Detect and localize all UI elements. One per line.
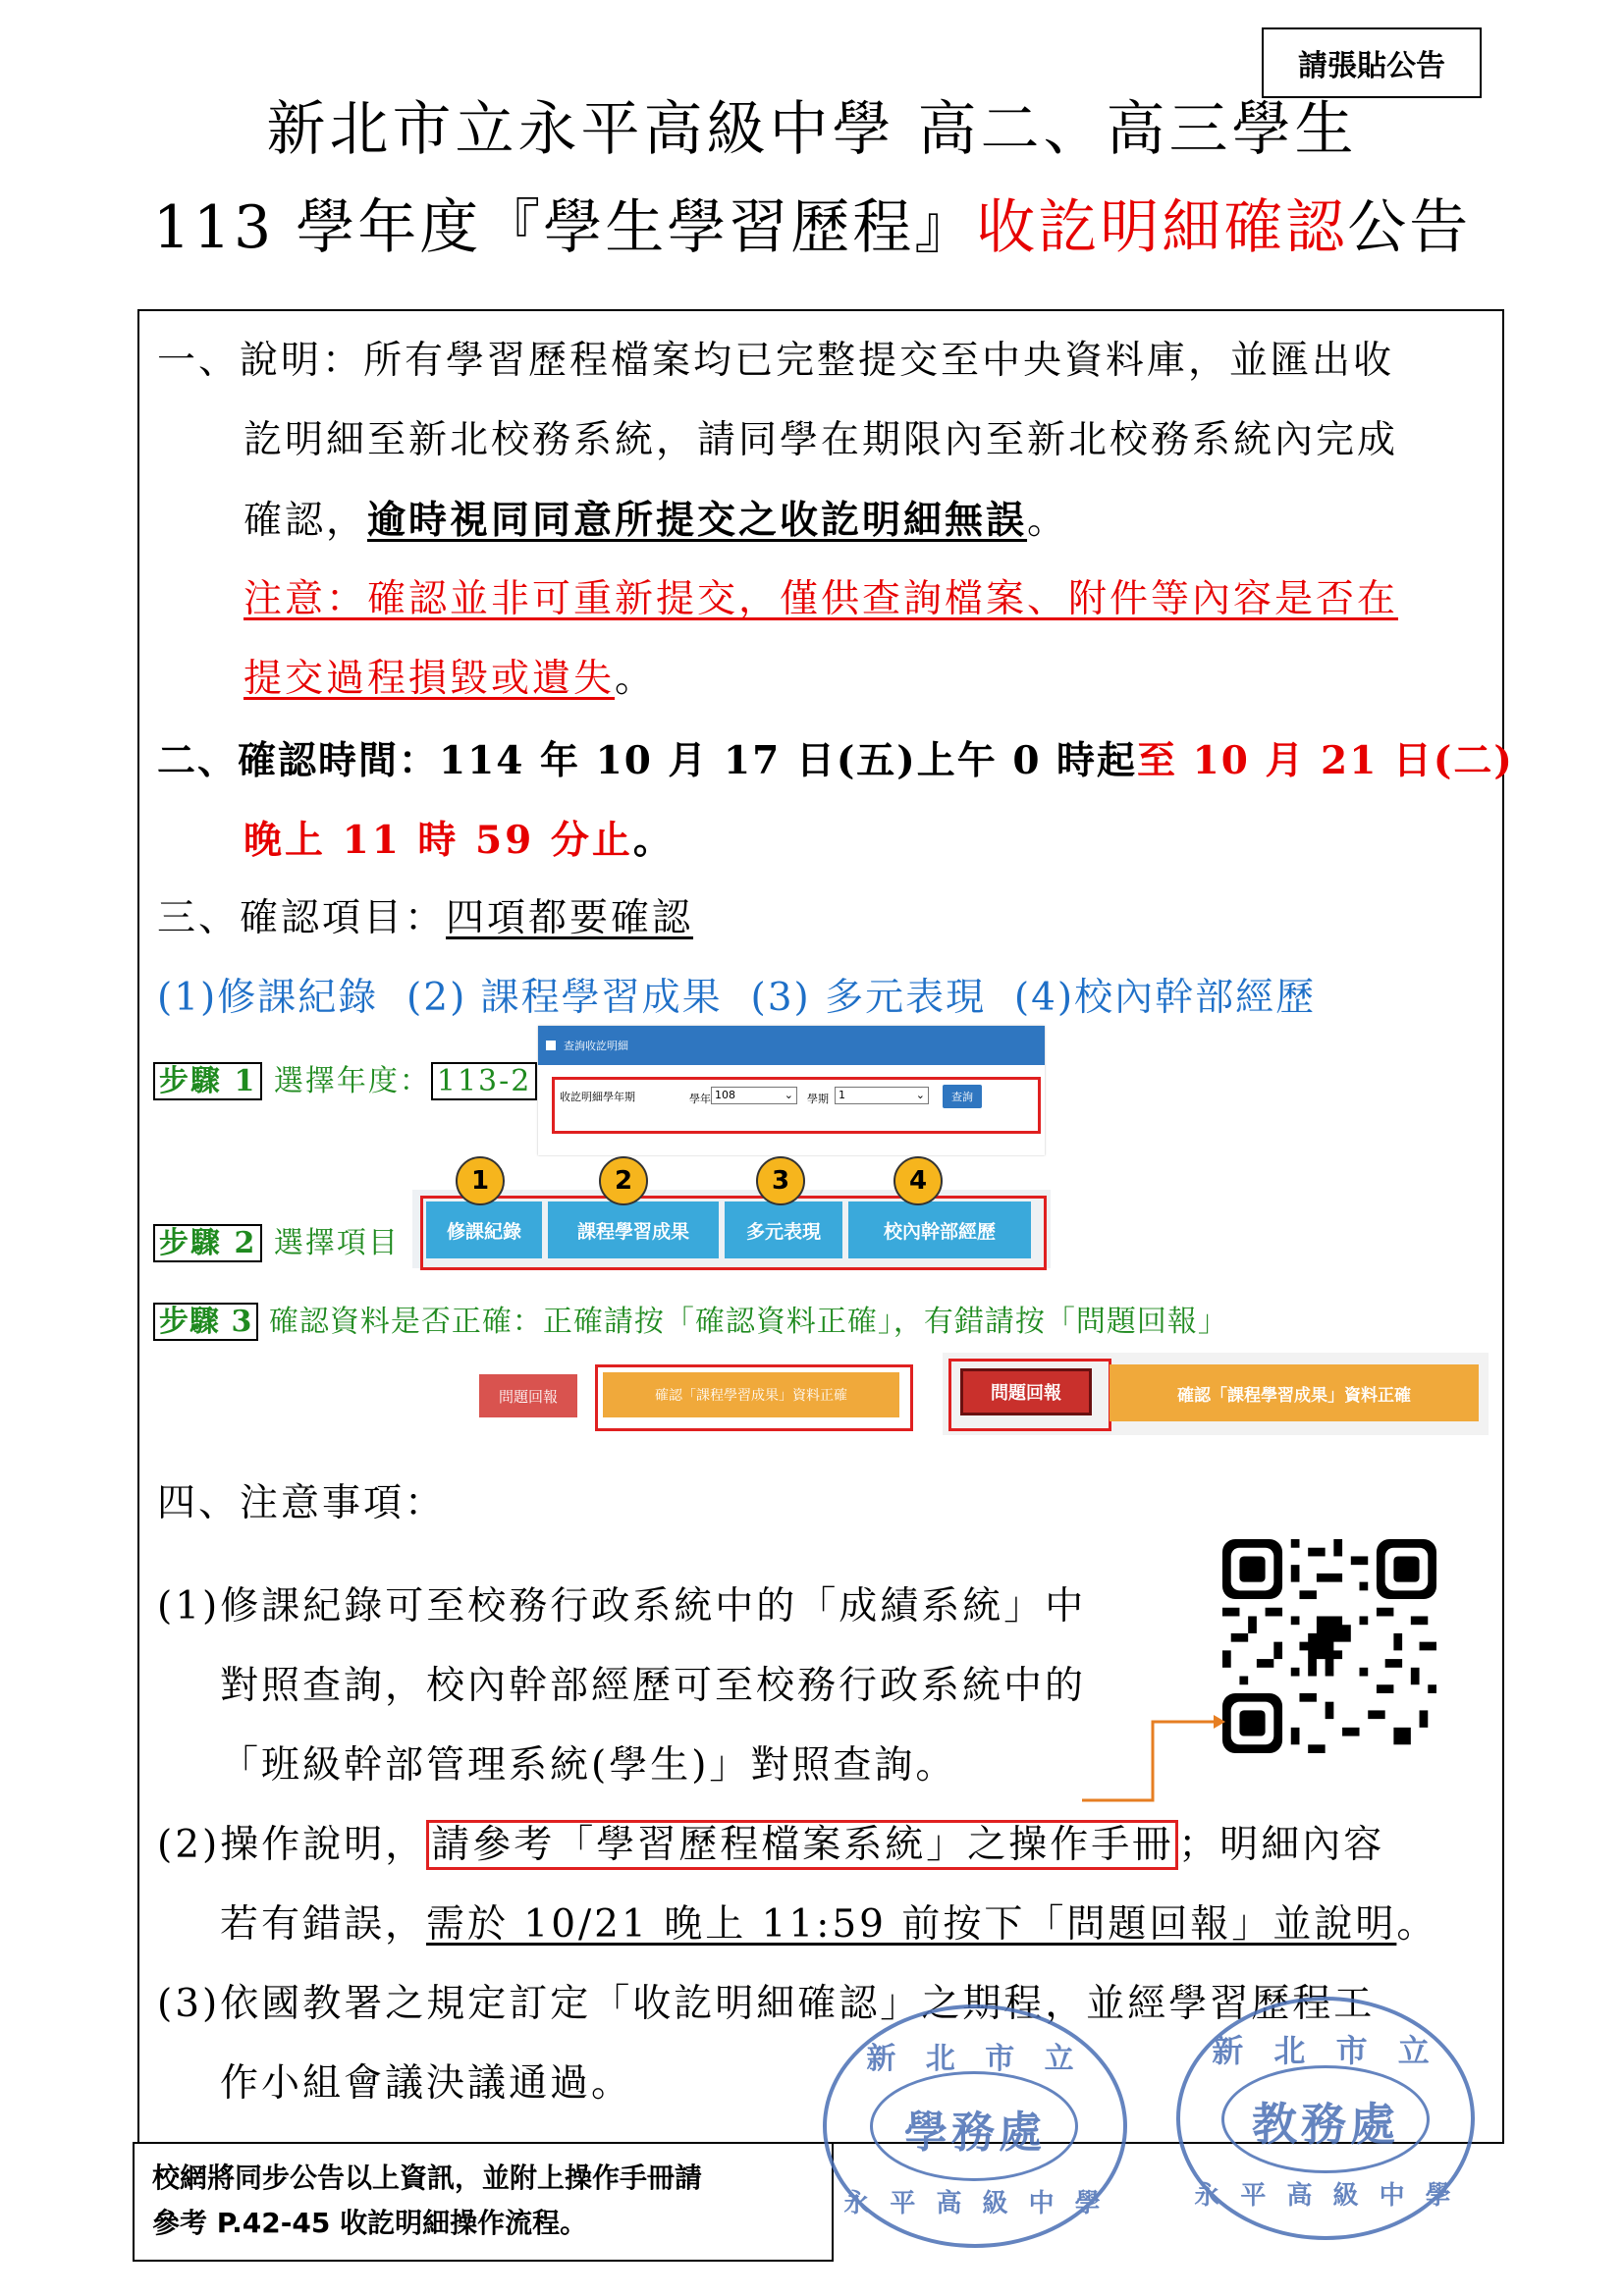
query-form-label: 收訖明細學年期 [560,1091,635,1103]
step3-tag: 步驟 3 [153,1303,258,1341]
sec4-note3-line2: 作小組會議決議通過。 [220,2061,633,2106]
sec1-caution-period: 。 [615,657,657,701]
note2-suffix: ；明細內容 [1178,1823,1385,1867]
sec2-line-1 [157,737,1514,784]
sec1-caution-line-2 [244,656,656,703]
sec3-heading-emphasis: 四項都要確認 [446,896,694,940]
note2-line2-c: 。 [1396,1902,1438,1947]
query-panel-title-text: 查詢收訖明細 [564,1040,628,1052]
title-line-2-prefix: 113 學年度『學生學習歷程』 [152,193,977,262]
confirm-buttons-screenshot-1 [479,1353,916,1435]
seal-2-bottom: 永 平 高 級 中 學 [1194,2181,1457,2211]
step2-tag: 步驟 2 [153,1224,262,1262]
seal-1-top: 新 北 市 立 [866,2042,1084,2076]
number-badge-4: 4 [893,1156,943,1205]
sec1-line-3-a: 確認， [244,499,368,543]
sec1-line-2: 訖明細至新北校務系統，請同學在期限內至新北校務系統內完成 [244,418,1399,462]
qr-connector-arrow [1080,1708,1227,1806]
tab-cadre-experience[interactable]: 校內幹部經歷 [848,1201,1031,1258]
title-line-1: 新北市立永平高級中學 高二、高三學生 [266,95,1358,164]
sec1-line-3-c: 。 [1027,499,1069,543]
step2-text: 選擇項目 [262,1226,400,1260]
query-button[interactable]: 查詢 [943,1085,982,1108]
sec4-note2-line1 [157,1822,1384,1869]
sec4-note1-line1: (1)修課紀錄可至校務行政系統中的「成績系統」中 [157,1584,1087,1629]
sec2-end-date: 至 10 月 21 日(二) [1137,738,1514,783]
step1-value: 113-2 [431,1062,537,1100]
report-issue-button[interactable]: 問題回報 [479,1374,577,1417]
tab-diverse-performance[interactable]: 多元表現 [725,1201,842,1258]
post-notice-label: 請張貼公告 [1262,27,1482,98]
sec4-note1-line3: 「班級幹部管理系統(學生)」對照查詢。 [220,1743,957,1788]
sec3-heading-label: 三、確認項目： [157,896,447,940]
title-line-2-highlight: 收訖明細確認 [976,193,1348,262]
sec4-note1-line2: 對照查詢，校內幹部經歷可至校務行政系統中的 [220,1664,1087,1708]
qr-code [1222,1539,1436,1753]
sec2-line-2 [244,817,675,864]
sec2-end-time: 晚上 11 時 59 分止 [244,818,633,863]
step1-text: 選擇年度： [262,1064,431,1098]
sec3-heading [157,895,693,942]
chevron-down-icon: ⌄ [915,1089,925,1101]
seal-1-center: 學務處 [904,2108,1046,2158]
term-select-value: 1 [839,1089,845,1101]
sec4-note2-line2 [220,1901,1437,1949]
academic-affairs-seal [1176,1997,1475,2240]
sec1-caution-line-1: 注意：確認並非可重新提交，僅供查詢檔案、附件等內容是否在 [244,577,1399,621]
step3-text: 確認資料是否正確：正確請按「確認資料正確」，有錯請按「問題回報」 [258,1305,1228,1339]
query-panel-title [546,1030,628,1061]
chevron-down-icon: ⌄ [784,1089,793,1101]
confirm-buttons-screenshot-2 [943,1353,1489,1435]
note2-prefix: (2)操作說明， [157,1823,427,1867]
sec1-deadline-warning: 逾時視同同意所提交之收訖明細無誤 [367,498,1028,543]
sec2-start-time: 二、確認時間：114 年 10 月 17 日(五)上午 0 時起 [157,738,1138,783]
note2-line2-a: 若有錯誤， [220,1902,427,1947]
sec1-caution-end: 提交過程損毀或遺失 [244,657,616,701]
footer-note-line-2: 參考 P.42-45 收訖明細操作流程。 [152,2207,588,2239]
student-affairs-seal [823,2004,1127,2248]
report-issue-button-active[interactable]: 問題回報 [960,1368,1092,1415]
number-badge-2: 2 [599,1156,648,1205]
sec1-line-3 [244,497,1068,545]
footer-note-line-1: 校網將同步公告以上資訊，並附上操作手冊請 [152,2162,703,2194]
step1-tag: 步驟 1 [153,1062,262,1100]
note2-manual-reference: 請參考「學習歷程檔案系統」之操作手冊 [426,1820,1178,1870]
footer-note [133,2142,834,2262]
step2-line [153,1224,400,1263]
sec4-note3-line1: (3)依國教署之規定訂定「收訖明細確認」之期程，並經學習歷程工 [157,1982,1376,2026]
year-label: 學年 [689,1093,711,1105]
list-icon [546,1041,556,1050]
sec1-line-1: 一、說明：所有學習歷程檔案均已完整提交至中央資料庫，並匯出收 [157,339,1395,383]
step3-line [153,1303,1228,1342]
year-select[interactable] [711,1087,797,1104]
sec4-heading: 四、注意事項： [157,1481,447,1525]
tab-course-records[interactable]: 修課紀錄 [426,1201,542,1258]
note2-deadline: 需於 10/21 晚上 11:59 前按下「問題回報」並說明 [426,1902,1397,1947]
term-label: 學期 [807,1093,829,1105]
confirm-data-button-2[interactable]: 確認「課程學習成果」資料正確 [1110,1364,1479,1421]
seal-2-center: 教務處 [1252,2098,1399,2151]
sec3-items: (1)修課紀錄 (2) 課程學習成果 (3) 多元表現 (4)校內幹部經歷 [157,976,1317,1020]
number-badge-1: 1 [456,1156,505,1205]
term-select[interactable] [835,1087,929,1104]
sec2-period: 。 [632,818,675,863]
confirm-data-button[interactable]: 確認「課程學習成果」資料正確 [603,1372,899,1417]
item-tabs-screenshot [412,1156,1051,1289]
step1-line [153,1062,537,1101]
seal-2-top: 新 北 市 立 [1212,2032,1439,2069]
year-select-value: 108 [715,1089,735,1101]
title-line-2 [0,188,1624,267]
seal-1-bottom: 永 平 高 級 中 學 [843,2189,1107,2218]
number-badge-3: 3 [756,1156,805,1205]
tab-learning-outcomes[interactable]: 課程學習成果 [548,1201,719,1258]
query-panel-screenshot [538,1026,1045,1155]
title-line-2-suffix: 公告 [1347,193,1472,262]
